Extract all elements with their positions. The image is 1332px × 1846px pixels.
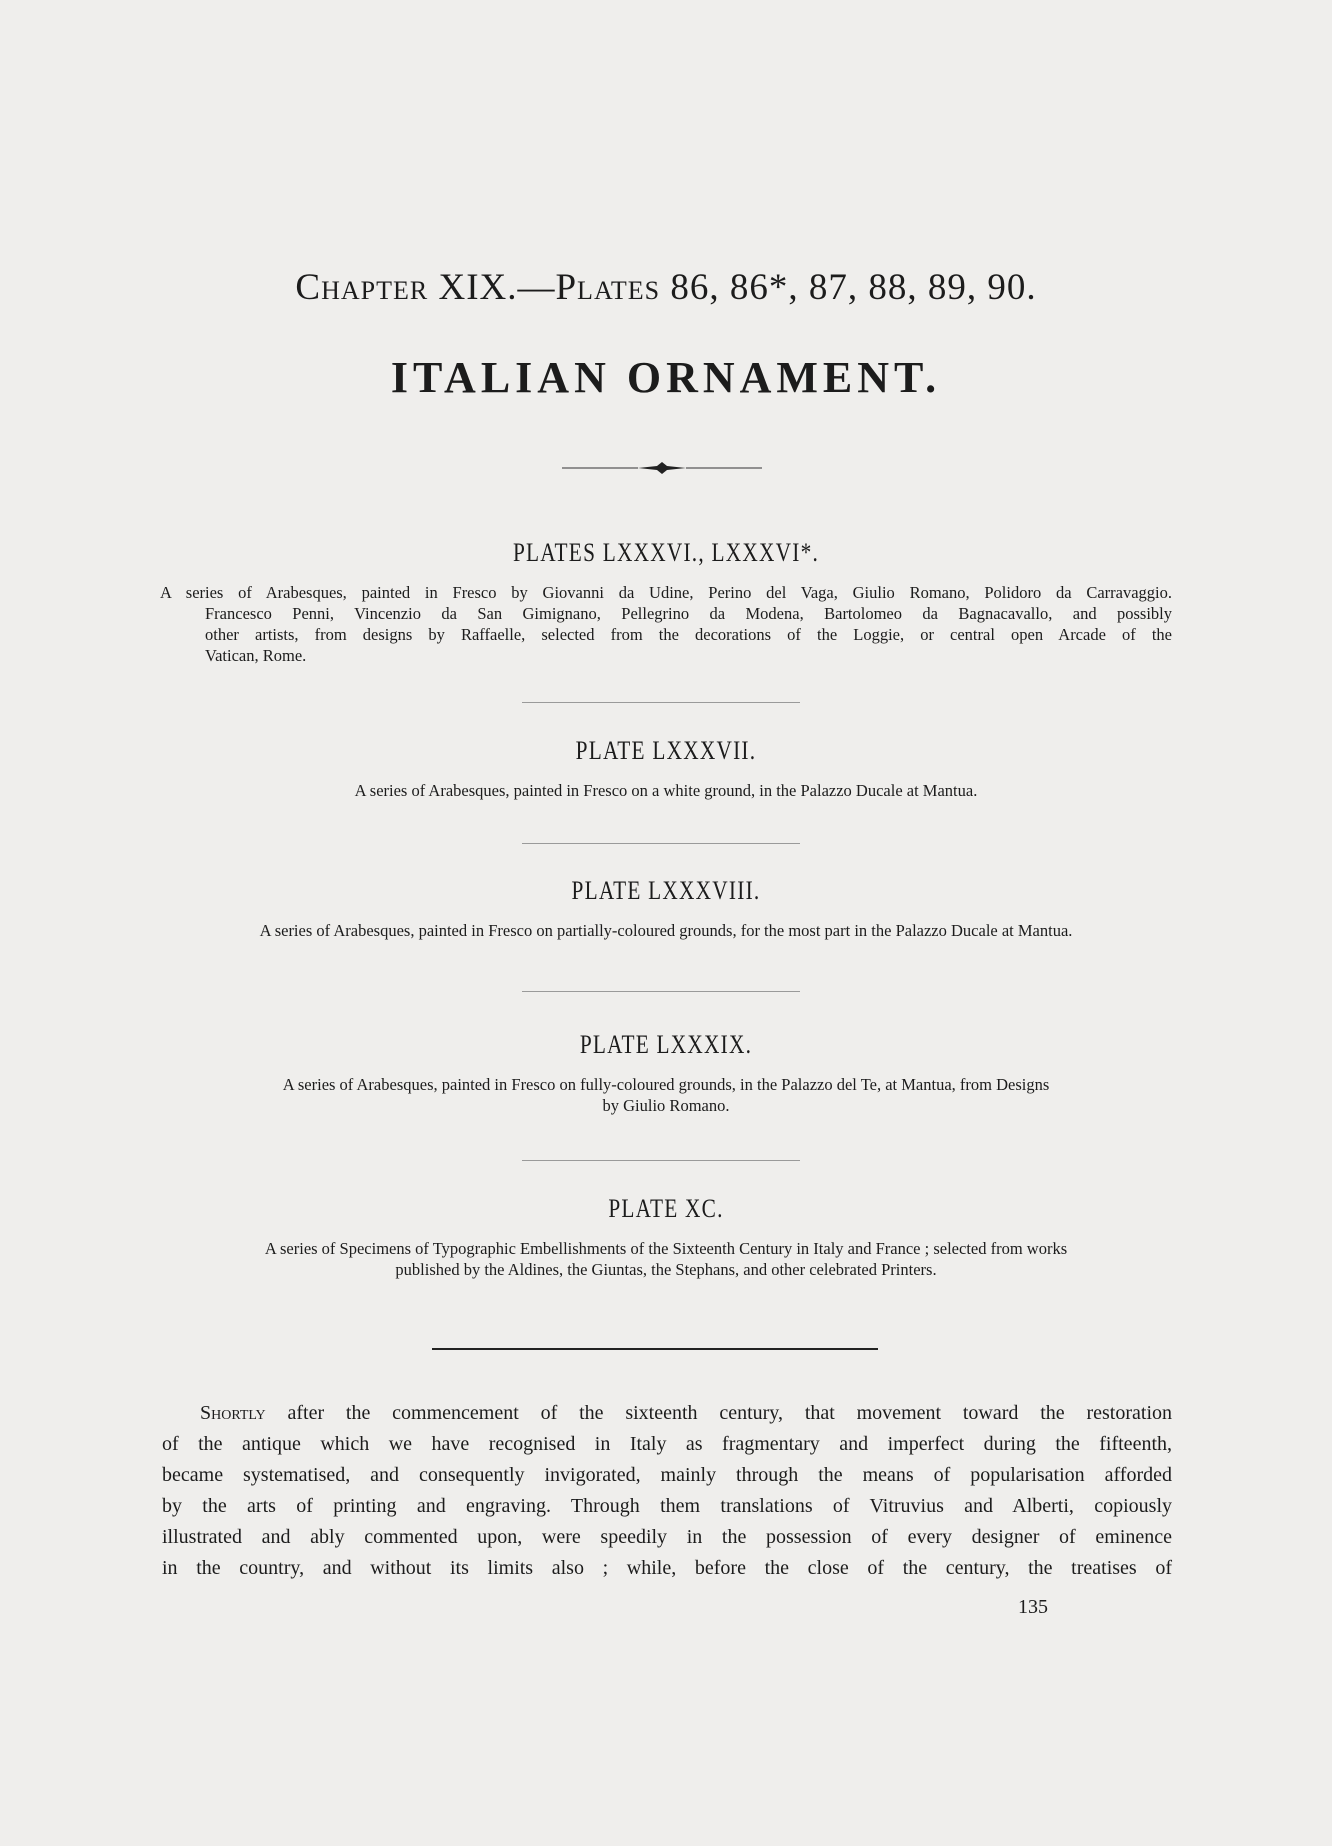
description-line: A series of Arabesques, painted in Fresco on fully-coloured grounds, in the Palazzo del Te, at Mantua, from Designs (282, 1075, 1050, 1094)
body-line: by the arts of printing and engraving. Through them translations of Vitruvius and Alberti, copiously (162, 1495, 1172, 1517)
plate-section-88 (160, 876, 1172, 941)
body-line: of the antique which we have recognised in Italy as fragmentary and imperfect during the fifteenth, (162, 1433, 1172, 1455)
plate-section-89 (160, 1030, 1172, 1116)
plate-description (160, 1238, 1172, 1280)
drop-word: Shortly (200, 1402, 266, 1424)
description-line: A series of Arabesques, painted in Fresco on partially-coloured grounds, for the most part in the Palazzo Ducale at Mantua. (259, 921, 1073, 940)
section-divider (522, 843, 800, 844)
plate-section-90 (160, 1194, 1172, 1280)
body-paragraph (162, 1398, 1172, 1584)
plates-numbers: 86, 86*, 87, 88, 89, 90. (660, 267, 1037, 308)
plate-heading: PLATE LXXXVII. (575, 736, 757, 765)
section-divider (522, 991, 800, 992)
chapter-label: Chapter (295, 267, 429, 308)
heavy-divider (432, 1348, 878, 1350)
body-line: illustrated and ably commented upon, were speedily in the possession of every designer of eminence (162, 1526, 1172, 1548)
plate-section-86 (160, 538, 1172, 666)
description-line: Vatican, Rome. (205, 646, 307, 665)
description-line: published by the Aldines, the Giuntas, the Stephans, and other celebrated Printers. (395, 1260, 937, 1279)
ornament-divider-icon (562, 458, 762, 478)
plate-heading: PLATE XC. (608, 1194, 724, 1223)
plate-section-87 (160, 736, 1172, 801)
plate-description (160, 780, 1172, 801)
description-line: other artists, from designs by Raffaelle, selected from the decorations of the Loggie, or central open Arcade of the (205, 625, 1172, 644)
description-line: A series of Specimens of Typographic Embellishments of the Sixteenth Century in Italy and France ; selected from works (264, 1239, 1068, 1258)
description-line: A series of Arabesques, painted in Fresco by Giovanni da Udine, Perino del Vaga, Giulio Romano, Polidoro da Carravaggio. (160, 583, 1172, 602)
section-divider (522, 702, 800, 703)
description-line: by Giulio Romano. (602, 1096, 730, 1115)
plate-description (160, 582, 1172, 666)
plate-description (160, 1074, 1172, 1116)
plate-description (160, 920, 1172, 941)
body-line-text: after the commencement of the sixteenth century, that movement toward the restoration (265, 1402, 1172, 1424)
plate-heading: PLATE LXXXIX. (579, 1030, 753, 1059)
chapter-heading (0, 266, 1332, 309)
description-line: Francesco Penni, Vincenzio da San Gimignano, Pellegrino da Modena, Bartolomeo da Bagnacavallo, and possibly (205, 604, 1172, 623)
plates-label: Plates (555, 267, 661, 308)
body-line: in the country, and without its limits also ; while, before the close of the century, the treatises of (162, 1557, 1172, 1579)
plate-heading: PLATE LXXXVIII. (571, 876, 761, 905)
plate-heading: PLATES LXXXVI., LXXXVI*. (512, 538, 820, 567)
chapter-number: XIX.— (428, 267, 556, 308)
description-line: A series of Arabesques, painted in Fresco on a white ground, in the Palazzo Ducale at Mantua. (354, 781, 978, 800)
body-line: became systematised, and consequently invigorated, mainly through the means of popularisation afforded (162, 1464, 1172, 1486)
page-number: 135 (1018, 1596, 1048, 1618)
section-divider (522, 1160, 800, 1161)
body-line (162, 1398, 1172, 1429)
page-title: ITALIAN ORNAMENT. (390, 353, 942, 402)
